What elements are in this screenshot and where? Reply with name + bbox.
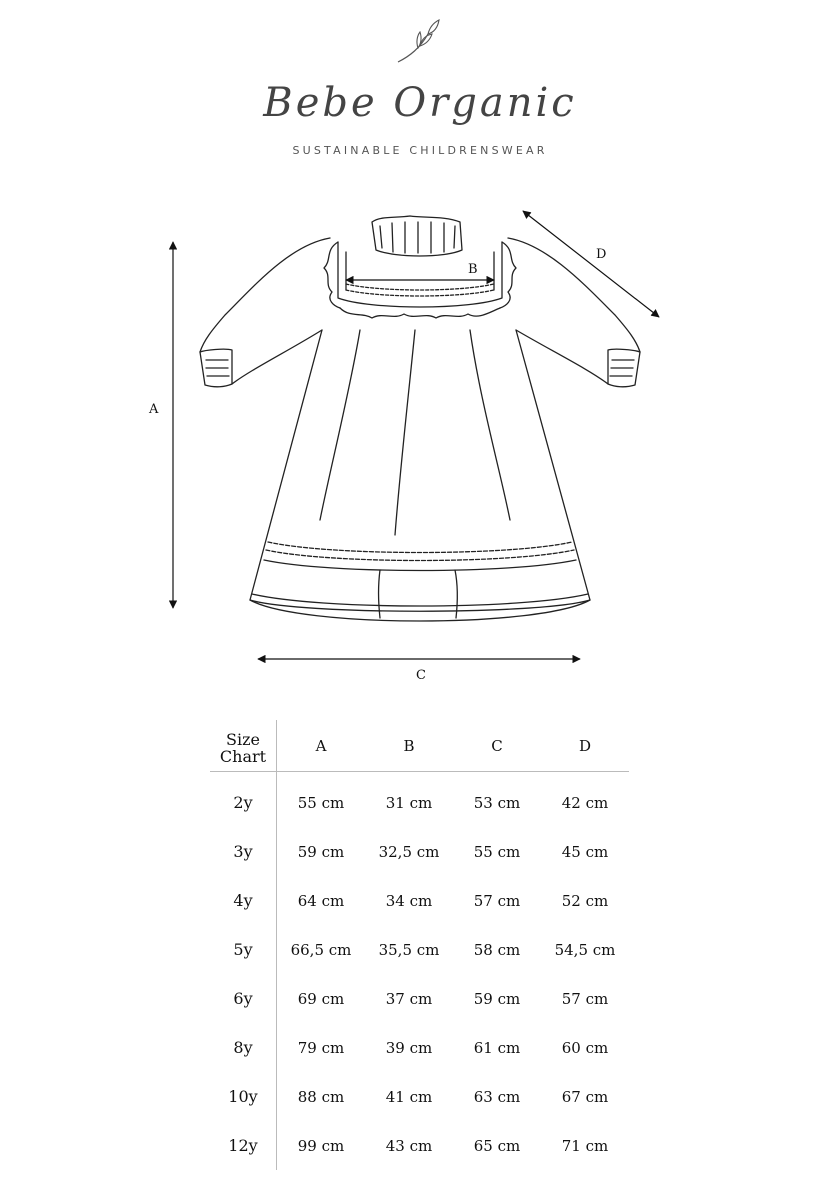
table-header-row xyxy=(210,720,629,772)
size-chart-heading-line1: Size xyxy=(226,729,260,749)
measurement-cell-a: 66,5 cm xyxy=(290,940,352,959)
measurement-cell-a: 79 cm xyxy=(297,1038,345,1057)
size-chart-table xyxy=(210,720,629,1170)
measurement-cell-d: 67 cm xyxy=(561,1087,609,1106)
measurement-cell-c: 61 cm xyxy=(473,1038,521,1057)
column-header-b: B xyxy=(365,720,453,772)
dimension-label-a: A xyxy=(149,402,159,417)
measurement-cell-c: 58 cm xyxy=(473,940,521,959)
column-header-c: C xyxy=(453,720,541,772)
dimension-label-c: C xyxy=(416,668,426,683)
table-row xyxy=(210,1023,629,1072)
measurement-cell-d: 60 cm xyxy=(561,1038,609,1057)
table-row xyxy=(210,876,629,925)
measurement-cell-b: 39 cm xyxy=(385,1038,433,1057)
table-row xyxy=(210,1072,629,1121)
table-row xyxy=(210,772,629,828)
measurement-cell-c: 57 cm xyxy=(473,891,521,910)
size-chart-heading-line2: Chart xyxy=(219,746,267,766)
measurement-cell-c: 55 cm xyxy=(473,842,521,861)
measurement-cell-d: 45 cm xyxy=(561,842,609,861)
table-row xyxy=(210,1121,629,1170)
measurement-cell-b: 35,5 cm xyxy=(378,940,440,959)
table-row xyxy=(210,925,629,974)
measurement-cell-a: 69 cm xyxy=(297,989,345,1008)
measurement-cell-d: 54,5 cm xyxy=(554,940,616,959)
size-cell: 3y xyxy=(210,827,277,876)
dress-illustration xyxy=(0,190,840,700)
measurement-cell-b: 43 cm xyxy=(385,1136,433,1155)
size-cell: 6y xyxy=(210,974,277,1023)
size-chart-heading xyxy=(210,720,277,772)
dimension-label-d: D xyxy=(596,247,607,262)
column-header-d: D xyxy=(541,720,629,772)
measurement-cell-b: 41 cm xyxy=(385,1087,433,1106)
measurement-cell-d: 42 cm xyxy=(561,793,609,812)
size-cell: 10y xyxy=(210,1072,277,1121)
measurement-cell-a: 99 cm xyxy=(297,1136,345,1155)
measurement-cell-a: 64 cm xyxy=(297,891,345,910)
measurement-cell-d: 52 cm xyxy=(561,891,609,910)
measurement-cell-c: 59 cm xyxy=(473,989,521,1008)
measurement-cell-d: 57 cm xyxy=(561,989,609,1008)
size-cell: 2y xyxy=(210,772,277,828)
brand-name: Bebe Organic xyxy=(263,80,577,126)
brand-tagline: SUSTAINABLE CHILDRENSWEAR xyxy=(292,144,548,157)
leaf-icon xyxy=(390,18,450,68)
measurement-cell-a: 88 cm xyxy=(297,1087,345,1106)
measurement-cell-c: 65 cm xyxy=(473,1136,521,1155)
size-cell: 4y xyxy=(210,876,277,925)
measurement-cell-b: 34 cm xyxy=(385,891,433,910)
table-row xyxy=(210,827,629,876)
size-cell: 8y xyxy=(210,1023,277,1072)
measurement-cell-b: 37 cm xyxy=(385,989,433,1008)
dimension-label-b: B xyxy=(468,262,478,277)
size-cell: 12y xyxy=(210,1121,277,1170)
measurement-cell-a: 59 cm xyxy=(297,842,345,861)
table-row xyxy=(210,974,629,1023)
measurement-cell-b: 31 cm xyxy=(385,793,433,812)
measurement-cell-c: 53 cm xyxy=(473,793,521,812)
measurement-cell-b: 32,5 cm xyxy=(378,842,440,861)
size-cell: 5y xyxy=(210,925,277,974)
measurement-cell-c: 63 cm xyxy=(473,1087,521,1106)
size-chart xyxy=(210,720,630,1170)
measurement-cell-a: 55 cm xyxy=(297,793,345,812)
measurement-cell-d: 71 cm xyxy=(561,1136,609,1155)
column-header-a: A xyxy=(277,720,366,772)
